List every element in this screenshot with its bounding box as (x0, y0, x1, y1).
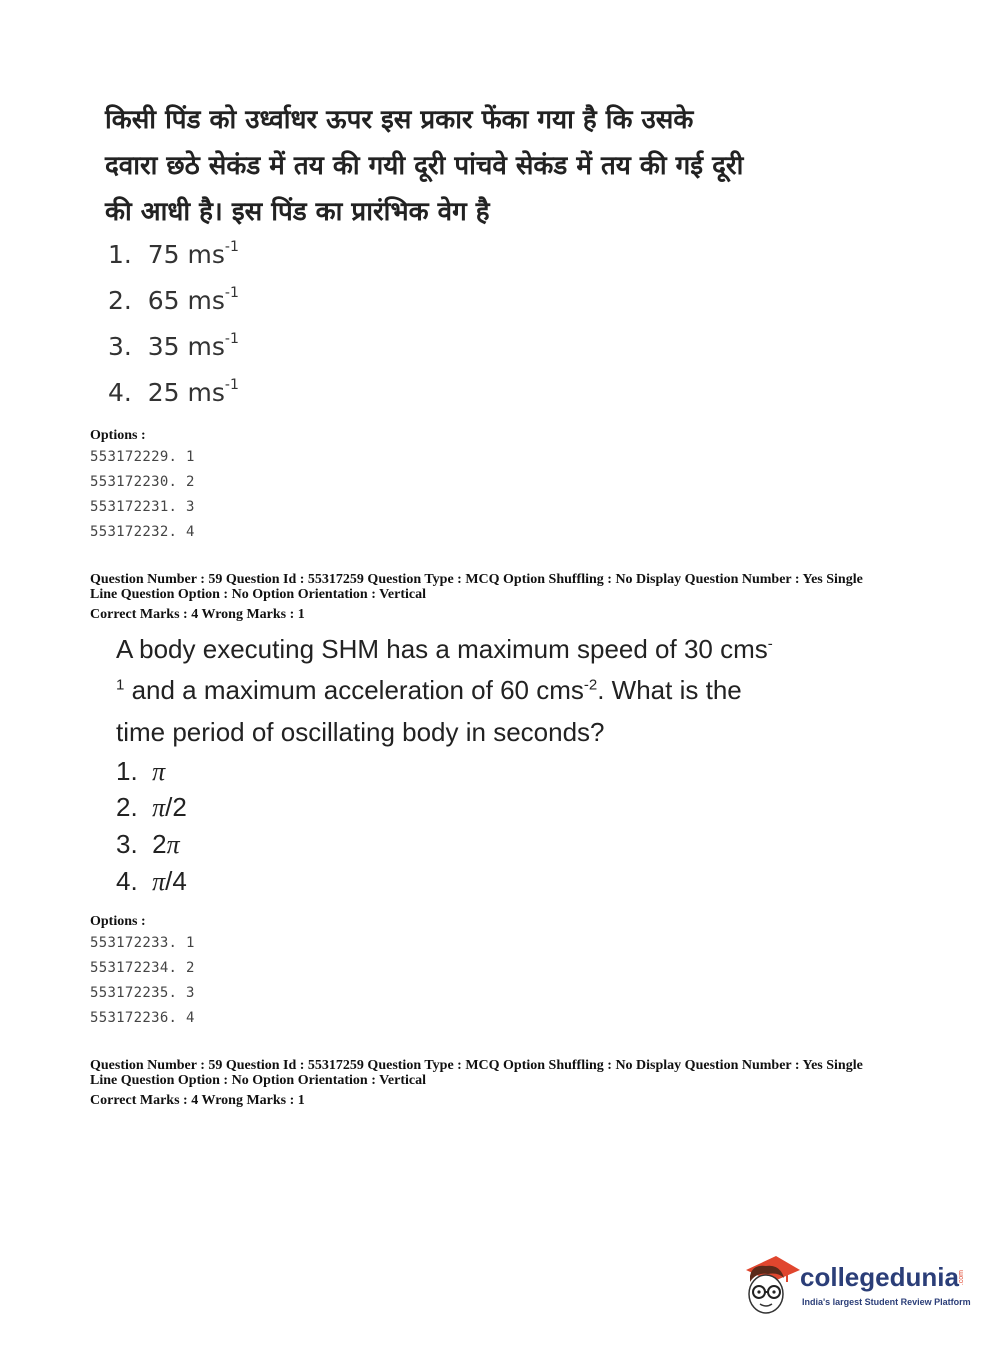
q2-superscript: - (767, 635, 773, 653)
meta-marks: Correct Marks : 4 Wrong Marks : 1 (90, 1093, 305, 1108)
q1-choice-1 (108, 240, 239, 269)
q2-option-id-3: 553172235. 3 (90, 985, 195, 1001)
q2-text-line-1 (116, 634, 773, 665)
q2-text: . What is the (597, 675, 742, 705)
choice-number: 1. (108, 240, 132, 269)
choice-exponent: -1 (224, 376, 239, 393)
q2-superscript: 1 (116, 676, 125, 694)
question-meta-1 (90, 572, 920, 622)
q1-choice-4 (108, 378, 239, 407)
q1-choice-2 (108, 286, 239, 315)
q2-choice-1 (116, 756, 165, 787)
q1-text-line-3: की आधी है। इस पिंड का प्रारंभिक वेग है (105, 197, 490, 227)
logo-wordmark: collegedunia (800, 1262, 959, 1292)
q2-text: A body executing SHM has a maximum speed of 30 cms (116, 634, 768, 664)
q2-text-line-2 (116, 675, 742, 706)
q1-options-label: Options : (90, 428, 146, 443)
choice-number: 1. (116, 756, 138, 786)
question-meta-2 (90, 1058, 920, 1108)
choice-value: 25 ms (147, 378, 225, 407)
choice-number: 2. (116, 792, 138, 822)
q2-choice-2 (116, 792, 187, 823)
q2-choice-3 (116, 829, 180, 860)
logo-domain: .com (958, 1270, 965, 1286)
q2-option-id-2: 553172234. 2 (90, 960, 195, 976)
pi-symbol: π (166, 830, 180, 859)
choice-number: 4. (116, 866, 138, 896)
meta-line-2: Line Question Option : No Option Orientation : Vertical (90, 1073, 427, 1088)
choice-exponent: -1 (224, 330, 239, 347)
q2-option-id-1: 553172233. 1 (90, 935, 195, 951)
meta-marks: Correct Marks : 4 Wrong Marks : 1 (90, 607, 305, 622)
choice-exponent: -1 (224, 238, 239, 255)
choice-value: 65 ms (147, 286, 225, 315)
q1-choice-3 (108, 332, 239, 361)
meta-line-1: Question Number : 59 Question Id : 55317259 Question Type : MCQ Option Shuffling : No Display Question Number : Yes Single (90, 572, 863, 587)
q1-option-id-1: 553172229. 1 (90, 449, 195, 465)
choice-number: 2. (108, 286, 132, 315)
q1-text-line-2: दवारा छठे सेकंड में तय की गयी दूरी पांचवे सेकंड में तय की गई दूरी (105, 151, 744, 181)
logo-mascot-icon (742, 1250, 802, 1318)
choice-suffix: /4 (165, 866, 187, 896)
q2-text: and a maximum acceleration of 60 cms (124, 675, 584, 705)
choice-number: 3. (116, 829, 138, 859)
choice-number: 4. (108, 378, 132, 407)
q2-option-id-4: 553172236. 4 (90, 1010, 195, 1026)
pi-symbol: π (152, 793, 166, 822)
meta-line-1: Question Number : 59 Question Id : 55317259 Question Type : MCQ Option Shuffling : No Display Question Number : Yes Single (90, 1058, 863, 1073)
q1-option-id-3: 553172231. 3 (90, 499, 195, 515)
pi-symbol: π (152, 867, 166, 896)
logo-tagline: India's largest Student Review Platform (802, 1297, 971, 1307)
choice-prefix: 2 (152, 829, 167, 859)
q2-choice-4 (116, 866, 187, 897)
choice-value: 35 ms (147, 332, 225, 361)
choice-value: 75 ms (147, 240, 225, 269)
q2-options-label: Options : (90, 914, 146, 929)
choice-number: 3. (108, 332, 132, 361)
choice-suffix: /2 (165, 792, 187, 822)
meta-line-2: Line Question Option : No Option Orientation : Vertical (90, 587, 427, 602)
choice-exponent: -1 (224, 284, 239, 301)
pi-symbol: π (152, 757, 166, 786)
q1-option-id-2: 553172230. 2 (90, 474, 195, 490)
q2-superscript: -2 (583, 676, 598, 694)
q1-text-line-1: किसी पिंड को उर्ध्वाधर ऊपर इस प्रकार फेंका गया है कि उसके (105, 105, 694, 135)
q2-text-line-3: time period of oscillating body in seconds? (116, 717, 605, 747)
q1-option-id-4: 553172232. 4 (90, 524, 195, 540)
